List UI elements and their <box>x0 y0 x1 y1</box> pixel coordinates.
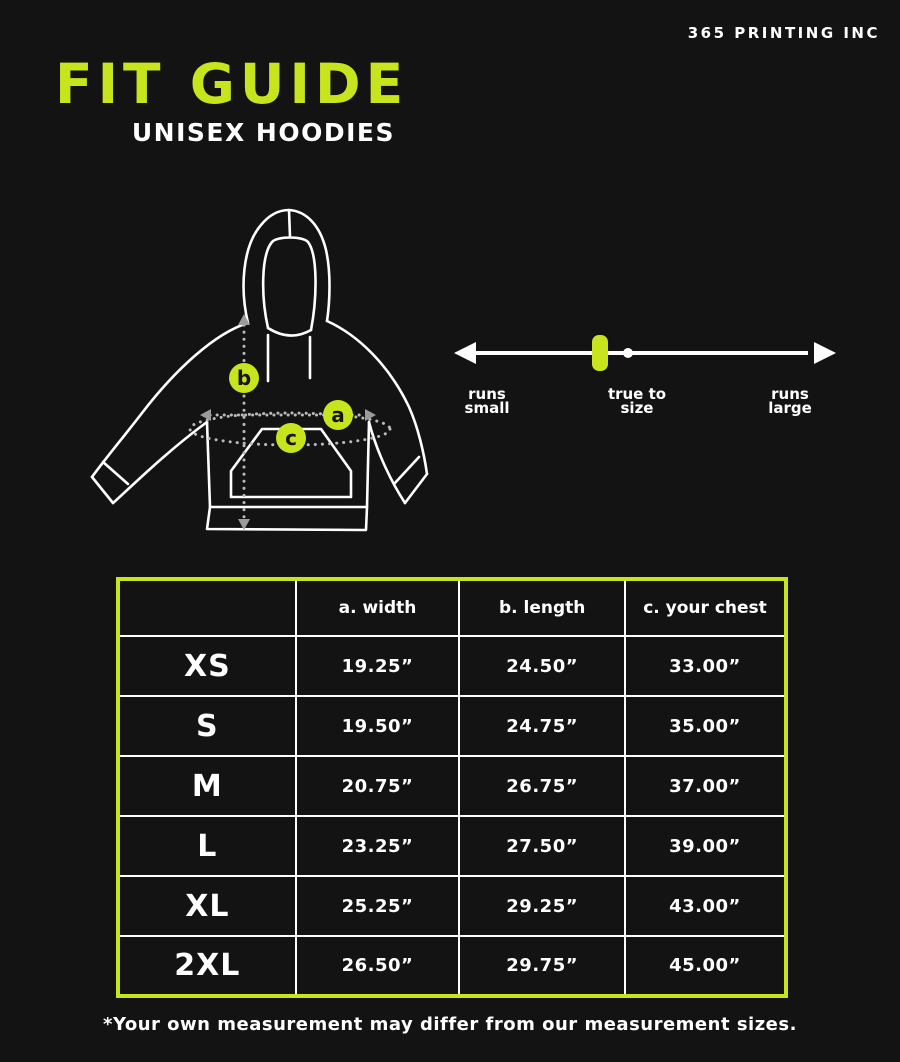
header-cell-chest: c. your chest <box>625 579 786 636</box>
hood-outline <box>244 210 330 323</box>
scale-label-runs-large: runs large <box>768 385 812 417</box>
table-row-s <box>118 696 786 756</box>
scale-arrow-right-icon <box>814 342 836 364</box>
chest-value: 45.00” <box>625 936 786 996</box>
width-value: 20.75” <box>296 756 460 816</box>
left-cuff-end <box>92 477 113 503</box>
right-cuff-end <box>405 474 427 503</box>
header <box>55 52 409 147</box>
scale-arrow-left-icon <box>454 342 476 364</box>
waistband <box>207 507 367 530</box>
fit-scale-graphic <box>450 325 840 385</box>
size-label: L <box>118 816 296 876</box>
chest-value: 39.00” <box>625 816 786 876</box>
width-value: 25.25” <box>296 876 460 936</box>
hood-seam <box>289 210 290 237</box>
scale-label-runs-small: runs small <box>464 385 510 417</box>
chest-value: 43.00” <box>625 876 786 936</box>
fit-scale <box>450 325 840 435</box>
length-value: 27.50” <box>459 816 625 876</box>
size-label: XL <box>118 876 296 936</box>
size-label: 2XL <box>118 936 296 996</box>
scale-label-true-to-size: true to size <box>607 385 667 417</box>
length-value: 24.75” <box>459 696 625 756</box>
chest-value: 33.00” <box>625 636 786 696</box>
right-sleeve-inner <box>369 422 405 503</box>
page-subtitle: UNISEX HOODIES <box>131 117 395 147</box>
header-cell-length: b. length <box>459 579 625 636</box>
size-label: XS <box>118 636 296 696</box>
marker-a-label: a <box>331 403 345 427</box>
width-value: 19.25” <box>296 636 460 696</box>
table-row-l <box>118 816 786 876</box>
width-value: 23.25” <box>296 816 460 876</box>
length-value: 29.25” <box>459 876 625 936</box>
brand-name: 365 PRINTING INC <box>687 24 880 42</box>
body-right-edge <box>367 422 369 507</box>
footnote: *Your own measurement may differ from our measurement sizes. <box>103 1014 797 1035</box>
arrow-left <box>200 409 211 421</box>
table-row-xl <box>118 876 786 936</box>
header-cell-blank <box>118 579 296 636</box>
size-label: S <box>118 696 296 756</box>
left-sleeve-inner <box>113 422 207 503</box>
table-row-xs <box>118 636 786 696</box>
size-table <box>116 577 788 998</box>
length-value: 24.50” <box>459 636 625 696</box>
scale-center-dot <box>623 348 633 358</box>
right-cuff-seam <box>394 457 419 484</box>
table-row-2xl <box>118 936 786 996</box>
hoodie-measurement-diagram <box>80 195 460 555</box>
left-cuff-seam <box>103 462 128 484</box>
marker-c-label: c <box>285 426 297 450</box>
body-left-edge <box>207 422 210 507</box>
hoodie-outline-drawing <box>80 195 460 555</box>
chest-value: 37.00” <box>625 756 786 816</box>
hood-face-opening <box>263 238 315 331</box>
page-title: FIT GUIDE <box>55 52 409 116</box>
width-value: 26.50” <box>296 936 460 996</box>
scale-slider-pill <box>592 335 608 371</box>
header-cell-width: a. width <box>296 579 460 636</box>
chest-value: 35.00” <box>625 696 786 756</box>
table-row-m <box>118 756 786 816</box>
marker-b-label: b <box>236 366 252 390</box>
size-table-header-row <box>118 579 786 636</box>
width-value: 19.50” <box>296 696 460 756</box>
neck-curve <box>268 328 311 336</box>
length-value: 29.75” <box>459 936 625 996</box>
left-sleeve-outer <box>92 323 248 477</box>
length-value: 26.75” <box>459 756 625 816</box>
size-label: M <box>118 756 296 816</box>
